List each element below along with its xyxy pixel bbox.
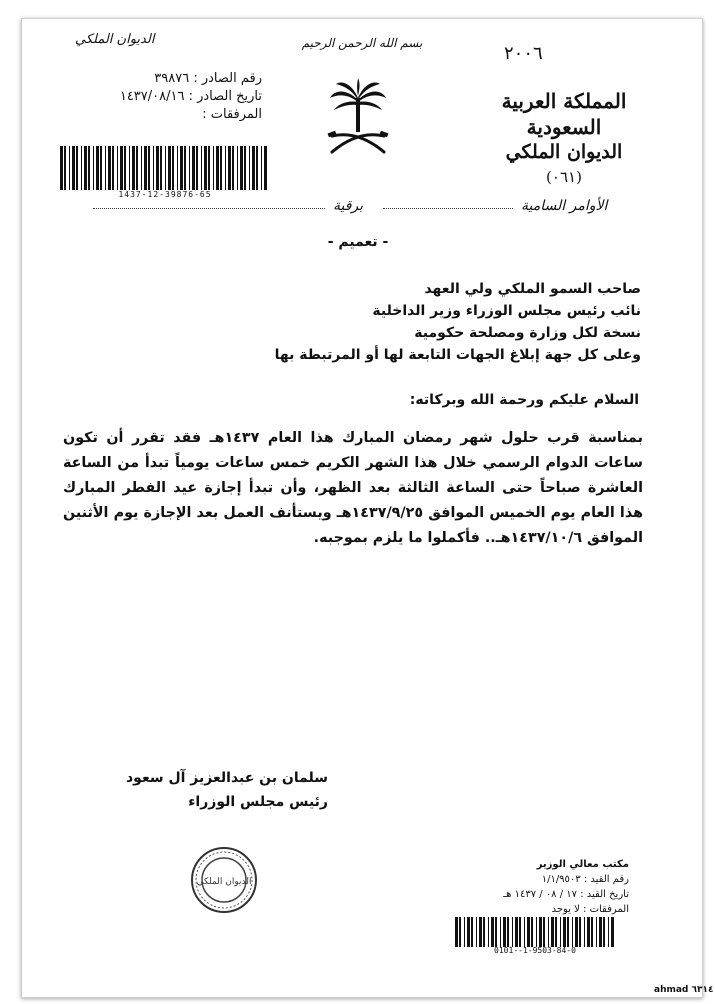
addressee-line: صاحب السمو الملكي ولي العهد <box>424 281 641 297</box>
addressee-line: وعلى كل جهة إبلاغ الجهات التابعة لها أو المرتبطة بها <box>274 347 641 363</box>
greeting: السلام عليكم ورحمة الله وبركاته: <box>409 392 639 408</box>
outgoing-meta <box>112 70 262 124</box>
royal-court-name: الديوان الملكي <box>505 141 623 163</box>
letterhead-block <box>479 88 649 188</box>
attachments-label: المرفقات : <box>202 107 262 122</box>
signature-block <box>98 766 328 814</box>
rule-middle <box>383 208 513 209</box>
entry-number: رقم القيد : ١/١/٩٥٠٣ <box>541 874 629 885</box>
office-code: (٠٦١) <box>546 168 582 186</box>
footer-note: ahmad ٦٣١٤ <box>654 985 714 995</box>
telegram-label: برقية <box>333 198 364 214</box>
signer-title: رئيس مجلس الوزراء <box>188 794 328 810</box>
rule-left <box>93 208 325 209</box>
kingdom-name: المملكة العربية السعودية <box>501 89 627 139</box>
signer-name: سلمان بن عبدالعزيز آل سعود <box>125 770 328 786</box>
entry-date: تاريخ القيد : ١٧ / ٠٨ / ١٤٣٧ هـ <box>503 889 629 900</box>
office-barcode-number: 0101--1-9503-84-0 <box>494 946 576 955</box>
office-barcode <box>455 917 615 947</box>
outgoing-date: تاريخ الصادر : ١٤٣٧/٠٨/١٦ <box>119 89 262 104</box>
office-attachments: المرفقات : لا يوجد <box>551 904 629 915</box>
saudi-emblem-icon <box>326 78 390 164</box>
telegram-rule-row <box>93 198 643 218</box>
outgoing-number: رقم الصادر : ٣٩٨٧٦ <box>154 71 262 86</box>
minister-office-stamp <box>449 857 629 917</box>
royal-court-small-heading: الديوان الملكي <box>75 32 155 47</box>
page-mark: ٢٠٠٦ <box>504 43 543 64</box>
basmala: بسم الله الرحمن الرحيم <box>301 36 423 50</box>
circular-heading: - تعميم - <box>327 234 389 250</box>
outgoing-barcode <box>60 146 270 190</box>
letter-body: بمناسبة قرب حلول شهر رمضان المبارك هذا العام ١٤٣٧هـ فقد تقرر أن تكون ساعات الدوام الرسمي خلال هذا الشهر الكريم خمس ساعات يومياً تبدأ من الساعة العاشرة صباحاً حتى الساعة الثالثة بعد الظهر، وأن تبدأ إجازة عيد الفطر المبارك هذا العام يوم الخميس الموافق ١٤٣٧/٩/٢٥هـ ويستأنف العمل بعد الإجازة يوم الأثنين الموافق ١٤٣٧/١٠/٦هـ.. فأكملوا ما يلزم بموجبه. <box>63 430 643 546</box>
addressee-line: نسخة لكل وزارة ومصلحة حكومية <box>414 325 641 341</box>
royal-court-seal-icon <box>190 846 258 918</box>
office-title: مكتب معالي الوزير <box>536 859 629 870</box>
high-orders-label: الأوامر السامية <box>521 198 608 214</box>
outgoing-barcode-number: 1437-12-39876-65 <box>118 190 212 199</box>
addressees-block <box>161 278 641 366</box>
seal-text: الديوان الملكي <box>196 877 252 887</box>
addressee-line: نائب رئيس مجلس الوزراء وزير الداخلية <box>372 303 641 319</box>
